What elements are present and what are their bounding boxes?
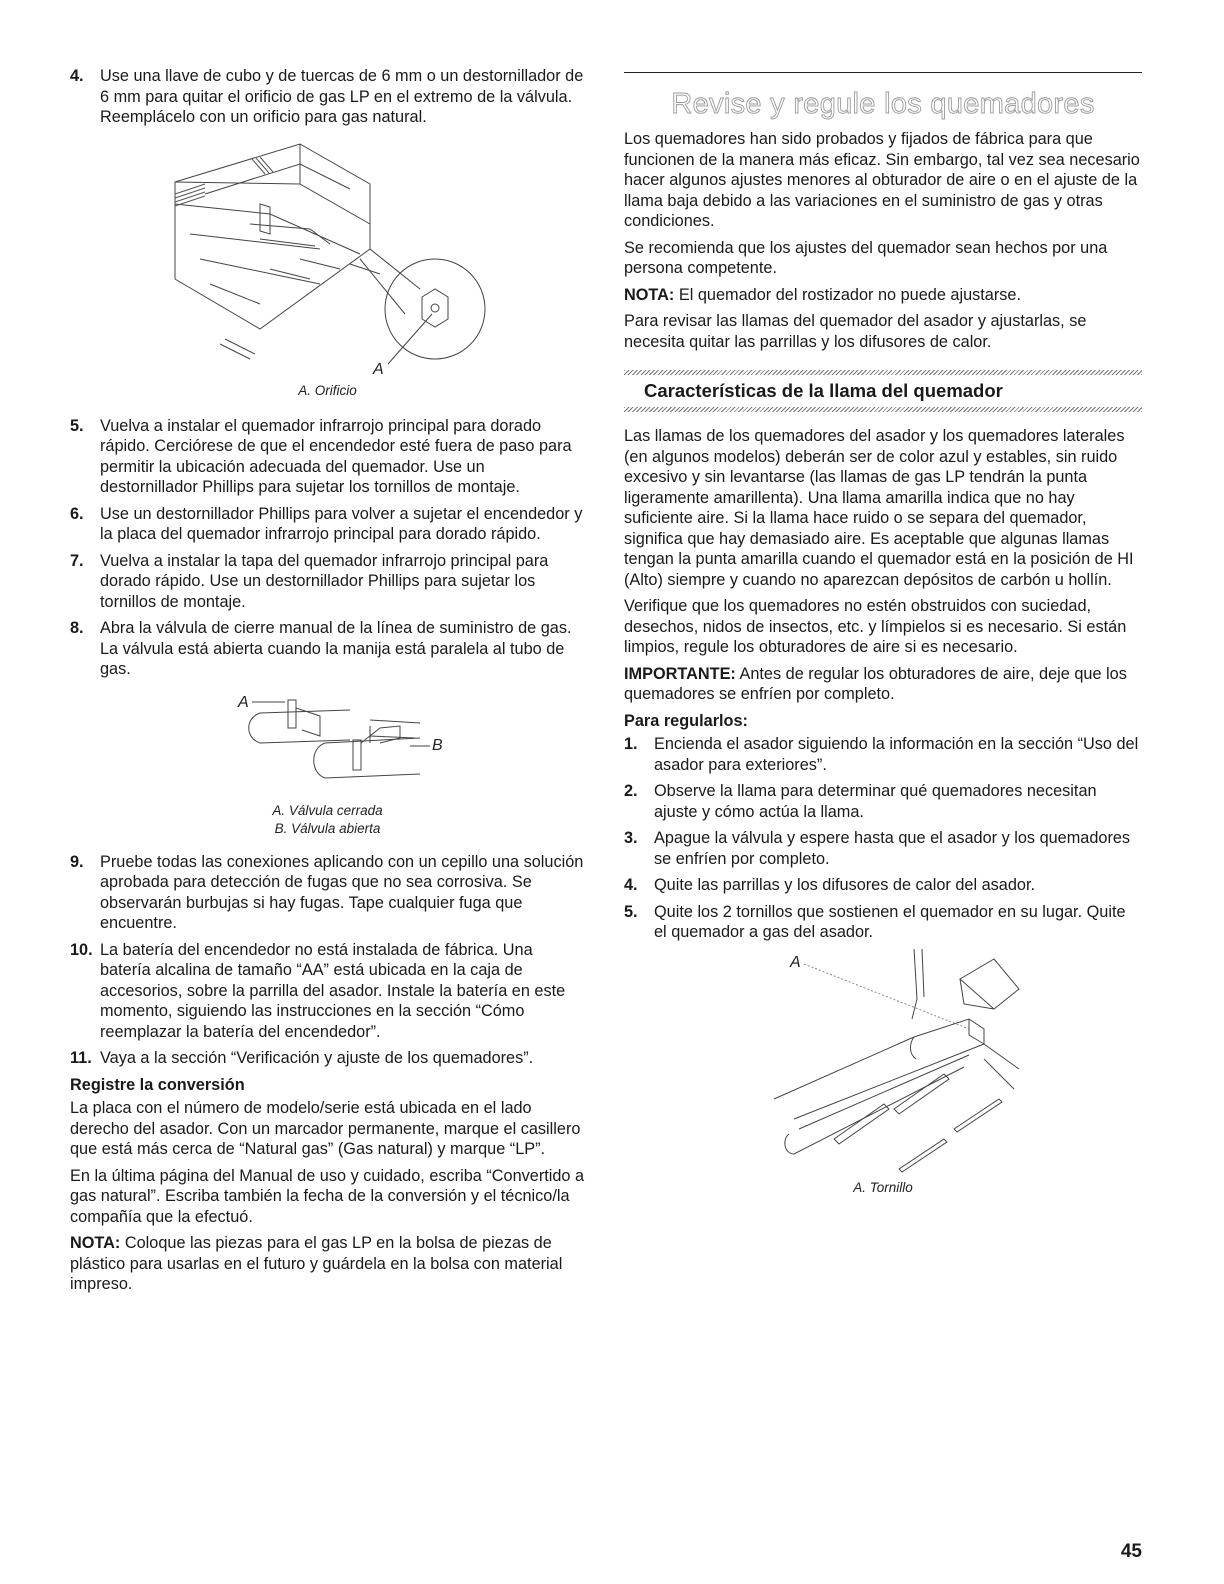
important-paragraph bbox=[624, 664, 1142, 705]
step-text: La batería del encendedor no está instalada de fábrica. Una batería alcalina de tamaño “AA” está ubicada en la caja de accesorios, sobre la parrilla del asador. Instale la batería en este momento, siguiendo las instrucciones en la sección “Cómo reemplazar la batería del encendedor”. bbox=[100, 940, 566, 1041]
figure-label-a: A bbox=[238, 693, 249, 711]
step-text: Quite las parrillas y los difusores de calor del asador. bbox=[654, 876, 1035, 894]
important-text: Antes de regular los obturadores de aire, deje que los quemadores se enfríen por completo. bbox=[624, 664, 1127, 703]
figure-label-a: A bbox=[373, 360, 384, 378]
orifice-illustration bbox=[70, 134, 585, 380]
step-number: 7. bbox=[70, 551, 84, 570]
register-heading: Registre la conversión bbox=[70, 1075, 245, 1094]
valve-illustration bbox=[70, 688, 585, 792]
step-number: 6. bbox=[70, 504, 84, 523]
step-text: Abra la válvula de cierre manual de la línea de suministro de gas. La válvula está abierta cuando la manija está paralela al tubo de gas. bbox=[100, 619, 572, 678]
subsection-heading: Características de la llama del quemador bbox=[644, 380, 1003, 401]
step-number: 8. bbox=[70, 619, 84, 637]
step-number: 10. bbox=[70, 940, 93, 959]
intro-paragraph-2: Se recomienda que los ajustes del quemador sean hechos por una persona competente. bbox=[624, 238, 1108, 277]
step-text: Vuelva a instalar la tapa del quemador infrarrojo principal para dorado rápido. Use un destornillador Phillips para sujetar los tornillos de montaje. bbox=[100, 551, 549, 611]
step-text: Apague la válvula y espere hasta que el asador y los quemadores se enfríen por completo. bbox=[654, 829, 1131, 868]
section-title: Revise y regule los quemadores bbox=[671, 88, 1095, 120]
hatch-divider-bottom bbox=[624, 407, 1142, 412]
note-paragraph bbox=[624, 285, 1142, 306]
step-text: Vaya a la sección “Verificación y ajuste de los quemadores”. bbox=[100, 1049, 534, 1067]
step-number: 3. bbox=[624, 829, 638, 847]
steps-9-11 bbox=[70, 852, 585, 1069]
step-text: Use un destornillador Phillips para volver a sujetar el encendedor y la placa del quemador infrarrojo principal para dorado rápido. bbox=[100, 504, 583, 543]
step-number: 11. bbox=[70, 1049, 92, 1067]
step-number: 9. bbox=[70, 852, 84, 871]
note-label: NOTA: bbox=[70, 1234, 121, 1252]
step-number: 2. bbox=[624, 782, 638, 800]
burner-illustration bbox=[624, 949, 1142, 1181]
list-item bbox=[624, 902, 1142, 943]
section-rule bbox=[624, 72, 1142, 73]
figure-caption-a: A. Válvula cerrada bbox=[272, 802, 383, 818]
list-item bbox=[70, 940, 585, 1043]
valve-figure bbox=[70, 688, 585, 792]
regulate-heading: Para regularlos: bbox=[624, 711, 748, 730]
figure-label-b: B bbox=[432, 736, 443, 754]
note-text: El quemador del rostizador no puede ajustarse. bbox=[674, 285, 1021, 304]
page-number: 45 bbox=[1120, 1541, 1142, 1562]
step-4-left bbox=[70, 66, 585, 128]
register-paragraph-2: En la última página del Manual de uso y cuidado, escriba “Convertido a gas natural”. Escriba también la fecha de la conversión y el técnico/la compañía que la efectuó. bbox=[70, 1166, 585, 1226]
step-number: 4. bbox=[624, 876, 638, 894]
list-item bbox=[624, 781, 1142, 822]
note-paragraph bbox=[70, 1233, 585, 1295]
list-item bbox=[70, 504, 585, 545]
note-label: NOTA: bbox=[624, 285, 675, 304]
step-number: 1. bbox=[624, 735, 638, 753]
list-item bbox=[70, 551, 585, 613]
regulate-steps bbox=[624, 734, 1142, 943]
list-item bbox=[70, 618, 585, 680]
figure-caption-b: B. Válvula abierta bbox=[274, 820, 381, 836]
list-item bbox=[624, 734, 1142, 775]
step-text: Use una llave de cubo y de tuercas de 6 mm o un destornillador de 6 mm para quitar el orificio de gas LP en el extremo de la válvula. Reemplácelo con un orificio para gas natural. bbox=[100, 67, 584, 126]
steps-5-8 bbox=[70, 416, 585, 680]
right-column bbox=[624, 66, 1142, 1197]
register-paragraph-1: La placa con el número de modelo/serie está ubicada en el lado derecho del asador. Con un marcador permanente, marque el casillero que está más cerca de “Natural gas” (Gas natural) y marque “LP”. bbox=[70, 1099, 581, 1158]
intro-paragraph-3: Para revisar las llamas del quemador del asador y ajustarlas, se necesita quitar las parrillas y los difusores de calor. bbox=[624, 312, 1087, 351]
step-text: Encienda el asador siguiendo la información en la sección “Uso del asador para exteriores”. bbox=[654, 735, 1139, 774]
important-label: IMPORTANTE: bbox=[624, 664, 736, 683]
list-item bbox=[70, 852, 585, 934]
step-text: Observe la llama para determinar qué quemadores necesitan ajuste y cómo actúa la llama. bbox=[654, 782, 1097, 821]
burner-figure bbox=[624, 949, 1142, 1181]
figure-caption: A. Orificio bbox=[298, 382, 357, 398]
step-text: Vuelva a instalar el quemador infrarrojo principal para dorado rápido. Cerciórese de que el encendedor esté fuera de paso para permitir la ubicación adecuada del quemador. Use un destornillador Phillips para sujetar los tornillos de montaje. bbox=[100, 416, 572, 496]
step-text: Pruebe todas las conexiones aplicando con un cepillo una solución aprobada para detección de fugas que no sea corrosiva. Se observarán burbujas si hay fugas. Tape cualquier fuga que encuentre. bbox=[100, 852, 584, 932]
intro-paragraph-1: Los quemadores han sido probados y fijados de fábrica para que funcionen de la manera más eficaz. Sin embargo, tal vez sea necesario hacer algunos ajustes menores al obturador de aire o en el ajuste de la llama baja debido a las variaciones en el suministro de gas y otras condiciones. bbox=[624, 130, 1140, 230]
figure-label-a: A bbox=[790, 953, 801, 971]
list-item bbox=[70, 416, 585, 498]
list-item bbox=[624, 875, 1142, 896]
hatch-divider-top bbox=[624, 370, 1142, 375]
check-paragraph: Verifique que los quemadores no estén obstruidos con suciedad, desechos, nidos de insectos, etc. y límpielos si es necesario. Si están limpios, regule los obturadores de aire si es necesario. bbox=[624, 597, 1127, 656]
figure-caption: A. Tornillo bbox=[853, 1179, 913, 1195]
left-column bbox=[70, 66, 585, 1301]
list-item bbox=[70, 1048, 585, 1069]
orifice-figure bbox=[70, 134, 585, 380]
step-number: 5. bbox=[624, 902, 638, 921]
list-item bbox=[624, 828, 1142, 869]
step-text: Quite los 2 tornillos que sostienen el quemador en su lugar. Quite el quemador a gas del asador. bbox=[654, 902, 1126, 941]
step-number: 4. bbox=[70, 67, 84, 85]
step-number: 5. bbox=[70, 416, 84, 435]
note-text: Coloque las piezas para el gas LP en la bolsa de piezas de plástico para usarlas en el futuro y guárdela en la bolsa con material impreso. bbox=[70, 1234, 563, 1293]
flame-paragraph: Las llamas de los quemadores del asador y los quemadores laterales (en algunos modelos) deberán ser de color azul y estables, sin ruido excesivo y sin levantarse (las llamas de gas LP tendrán la punta ligeramente amarillenta). Una llama amarilla indica que no hay suficiente aire. Si la llama hace ruido o se separa del quemador, significa que hay demasiado aire. Es aceptable que algunas llamas tengan la punta amarilla cuando el quemador está en la posición de HI (Alto) siempre y cuando no aparezcan depósitos de carbón u hollín. bbox=[624, 427, 1134, 589]
